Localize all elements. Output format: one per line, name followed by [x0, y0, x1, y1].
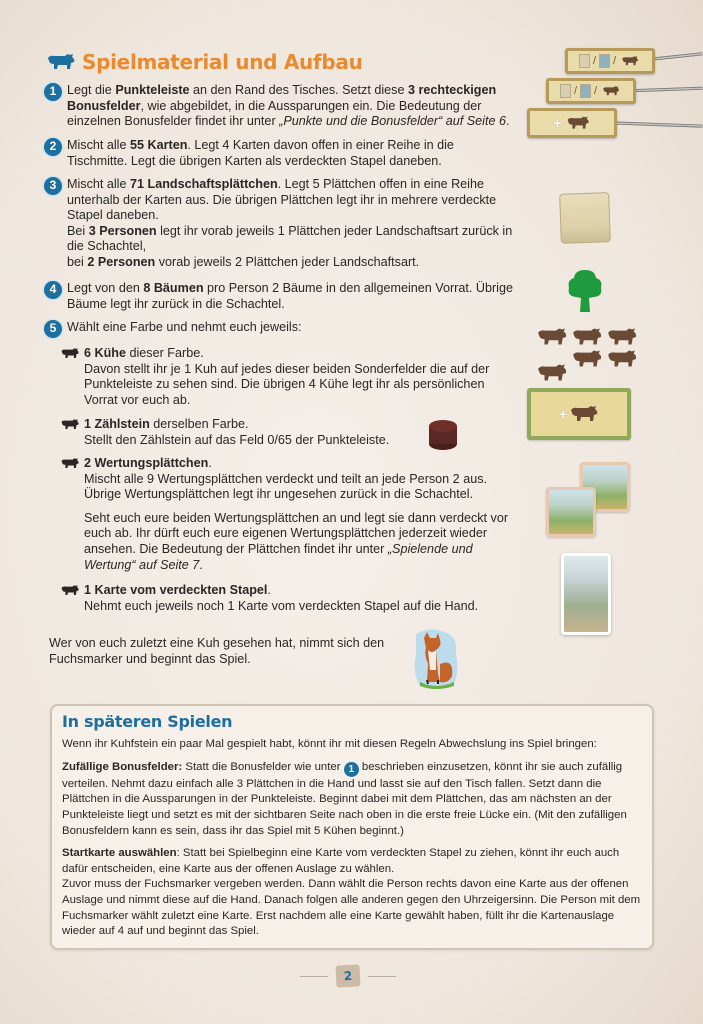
bonus-tile: + — [527, 108, 617, 138]
cow-bullet-icon — [60, 347, 80, 360]
step-text: Legt von den 8 Bäumen pro Person 2 Bäume in den allgemeinen Vorrat. Übrige Bäume legt ihr zurück in die Schachtel. — [67, 281, 513, 311]
step-number-badge: 2 — [44, 138, 62, 156]
landscape-tile-illustration — [559, 192, 611, 244]
divider — [300, 976, 328, 977]
random-bonus-rule: Zufällige Bonusfelder: Statt die Bonusfelder wie unter 1 beschrieben einzusetzen, könnt ihr sie auch zufällig verteilen. Nehmt dazu einfach alle 3 Plättchen in die Hand und lasst sie auf den Tisch fallen. Setzt dann die Plättchen in die Aussparungen in der Punkteleiste. Beginnt dabei mit dem Plättchen, das am nächsten an der Punkteleiste liegt und setzt es mit der sichtbaren Seite nach oben in die erste freie Lücke ein. (Mit den zufälligen Bonusfeldern kann es sein, dass ihr das Spiel mit 5 Kühen beginnt.) — [62, 760, 627, 837]
material-item-cows: 6 Kühe dieser Farbe. Davon stellt ihr je 1 Kuh auf jedes dieser beiden Sonderfelder die auf der Punkteleiste zu sehen sind. Die übrigen 4 Kühe legt ihr als persönlichen Vorrat vor euch ab. — [60, 346, 520, 408]
card-illustration — [561, 553, 611, 635]
page-number — [300, 965, 396, 987]
material-item-card: 1 Karte vom verdeckten Stapel. Nehmt euch jeweils noch 1 Karte vom verdeckten Stapel auf die Hand. — [60, 583, 520, 614]
material-item-counter: 1 Zählstein derselben Farbe. Stellt den Zählstein auf das Feld 0/65 der Punkteleiste. — [60, 417, 520, 448]
step-number-badge: 1 — [44, 83, 62, 101]
cow-bullet-icon — [60, 584, 80, 597]
step-text: Mischt alle 55 Karten. Legt 4 Karten davon offen in einer Reihe in die Tischmitte. Legt die übrigen Karten als verdeckten Stapel daneben. — [67, 138, 454, 168]
score-counter-illustration — [428, 418, 458, 452]
step-text: Legt die Punkteleiste an den Rand des Tisches. Setzt diese 3 rechteckigen Bonusfelder, wie abgebildet, in die Aussparungen ein. Die Bedeutung der einzelnen Bonusfelder findet ihr unter „Punkte und die Bonusfelder“ auf Seite 6. — [67, 83, 510, 129]
start-card-rule: Startkarte auswählen: Statt bei Spielbeginn eine Karte vom verdeckten Stapel zu ziehen, könnt ihr euch auch dafür entscheiden, eine Karte aus der offenen Auslage zu wählen. Zuvor muss der Fuchsmarker vergeben werden. Dann wählt die Person rechts davon eine Karte aus der offenen Auslage und nimmt diese auf die Hand. Danach folgen alle anderen gegen den Uhrzeigersinn. Die Person mit dem Fuchsmarker wählt zuletzt eine Karte. Erst nachdem alle eine Karte gewählt haben, füllt ihr die Kartenauslage wieder auf 4 auf und beginnt das Spiel. — [62, 847, 641, 938]
special-field-illustration: + — [527, 388, 631, 440]
later-games-intro: Wenn ihr Kuhfstein ein paar Mal gespielt habt, könnt ihr mit diesen Regeln Abwechslung ins Spiel bringen: — [62, 738, 597, 750]
step-reference-badge: 1 — [344, 762, 359, 777]
page-number-badge: 2 — [335, 964, 360, 987]
setup-step-3 — [44, 177, 514, 271]
page-title: Spielmaterial und Aufbau — [82, 50, 363, 74]
cow-bullet-icon — [60, 418, 80, 431]
setup-step-1 — [44, 83, 514, 130]
setup-step-2 — [44, 138, 514, 169]
cow-icon — [565, 115, 591, 131]
section-header — [46, 50, 363, 74]
setup-step-5 — [44, 320, 514, 336]
step-text: Wählt eine Farbe und nehmt euch jeweils: — [67, 320, 302, 334]
bonus-tile: / / — [546, 78, 636, 104]
later-games-box — [50, 704, 654, 950]
setup-step-4 — [44, 281, 514, 312]
start-player-note: Wer von euch zuletzt eine Kuh gesehen hat, nimmt sich den Fuchsmarker und beginnt das Spiel. — [49, 636, 385, 666]
cow-bullet-icon — [60, 457, 80, 470]
cow-icon — [46, 52, 76, 72]
step-number-badge: 5 — [44, 320, 62, 338]
later-games-title: In späteren Spielen — [62, 712, 233, 731]
bonus-tile: / / — [565, 48, 655, 74]
fox-marker-illustration — [410, 624, 462, 692]
material-item-scoring-tiles: 2 Wertungsplättchen. Mischt alle 9 Wertungsplättchen verdeckt und teilt an jede Person 2 aus. Übrige Wertungsplättchen legt ihr ungesehen zurück in die Schachtel. Seht euch eure beiden Wertungsplättchen an und legt sie dann verdeckt vor euch ab. Ihr dürft euch eure eigenen Wertungsplättchen jederzeit wieder ansehen. Die Bedeutung der Plättchen findet ihr unter „Spielende und Wertung“ auf Seite 7. — [60, 456, 520, 573]
step-number-badge: 3 — [44, 177, 62, 195]
tree-icon — [565, 268, 605, 314]
cow-icon — [619, 55, 641, 67]
step-text: Mischt alle 71 Landschaftsplättchen. Legt 5 Plättchen offen in eine Reihe unterhalb der Karten aus. Die übrigen Plättchen legt ihr in mehrere verdeckte Stapel daneben. Bei 3 Personen legt ihr vorab jeweils 1 Plättchen jeder Landschaftsart zurück in die Schachtel, bei 2 Personen vorab jeweils 2 Plättchen jeder Landschaftsart. — [67, 177, 513, 269]
step-number-badge: 4 — [44, 281, 62, 299]
cow-icon — [600, 85, 622, 97]
divider — [368, 976, 396, 977]
